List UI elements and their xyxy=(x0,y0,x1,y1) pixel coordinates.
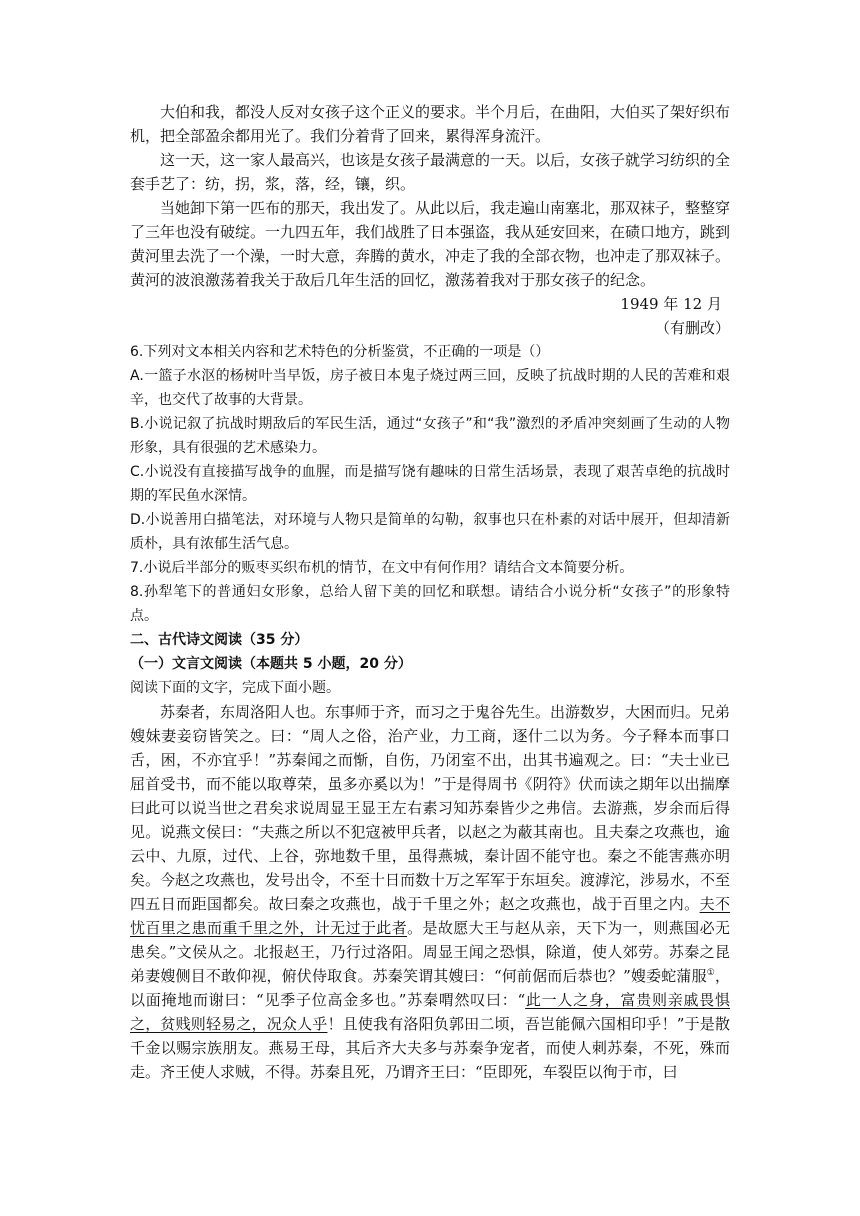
question-6: 6.下列对文本相关内容和艺术特色的分析鉴赏，不正确的一项是（） xyxy=(130,344,550,360)
story-date: 1949 年 12 月 xyxy=(620,295,722,313)
classical-passage xyxy=(130,700,730,1084)
question-6-option-c: C.小说没有直接描写战争的血腥，而是描写饶有趣味的日常生活场景，表现了艰苦卓绝的抗战时期的军民鱼水深情。 xyxy=(130,464,730,504)
story-paragraph-3: 当她卸下第一匹布的那天，我出发了。从此以后，我走遍山南塞北，那双袜子，整整穿了三年也没有破绽。一九四五年，我们战胜了日本强盗，我从延安回来，在碛口地方，跳到黄河里去洗了一个澡，一时大意，奔腾的黄水，冲走了我的全部衣物，也冲走了那双袜子。黄河的波浪激荡着我关于敌后几年生活的回忆，激荡着我对于那女孩子的纪念。 xyxy=(130,199,731,289)
section-2-title: 二、古代诗文阅读（35 分） xyxy=(130,632,309,648)
passage-part-4: ！且使我有洛阳负郭田二顷，吾岂能佩六国相印乎！”于是散千金以赐宗族朋友。燕易王母，其后齐大夫多与苏秦争宠者，而使人刺苏秦，不死，殊而走。齐王使人求贼，不得。苏秦且死，乃谓齐王曰：“臣即死，车裂臣以徇于市，曰 xyxy=(130,1015,730,1081)
question-6-option-b: B.小说记叙了抗战时期敌后的军民生活，通过“女孩子”和“我”激烈的矛盾冲突刻画了生动的人物形象，具有很强的艺术感染力。 xyxy=(130,416,730,456)
document-page xyxy=(130,100,730,1084)
underlined-sentence-1: 夫不忧百里之患而重千里之外，计无过于此者 xyxy=(130,895,730,937)
underlined-sentence-2: 此一人之身，富贵则亲戚畏惧之，贫贱则轻易之，况众人乎 xyxy=(130,991,730,1033)
story-note: （有删改） xyxy=(654,319,730,337)
question-6-option-a: A.一篮子水沤的杨树叶当早饭，房子被日本鬼子烧过两三回，反映了抗战时期的人民的苦难和艰辛，也交代了故事的大背景。 xyxy=(130,368,730,408)
section-2-subtitle: （一）文言文阅读（本题共 5 小题，20 分） xyxy=(130,656,412,672)
story-paragraph-2: 这一天，这一家人最高兴，也该是女孩子最满意的一天。以后，女孩子就学习纺织的全套手艺了：纺，拐，浆，落，经，镶，织。 xyxy=(130,151,731,193)
footnote-marker: ① xyxy=(706,968,715,978)
passage-part-1: 苏秦者，东周洛阳人也。东事师于齐，而习之于鬼谷先生。出游数岁，大困而归。兄弟嫂妹妻妾窃皆笑之。曰：“周人之俗，治产业，力工商，逐什二以为务。今子释本而事口舌，困，不亦宜乎！”苏秦闻之而惭，自伤，乃闭室不出，出其书遍观之。曰：“夫士业已屈首受书，而不能以取尊荣，虽多亦奚以为！”于是得周书《阴符》伏而读之期年以出揣摩曰此可以说当世之君矣求说周显王显王左右素习知苏秦皆少之弗信。去游燕，岁余而后得见。说燕文侯曰：“夫燕之所以不犯寇被甲兵者，以赵之为蔽其南也。且夫秦之攻燕也，逾云中、九原，过代、上谷，弥地数千里，虽得燕城，秦计固不能守也。秦之不能害燕亦明矣。今赵之攻燕也，发号出令，不至十日而数十万之军军于东垣矣。渡滹沱，涉易水，不至四五日而距国都矣。故曰秦之攻燕也，战于千里之外；赵之攻燕也，战于百里之内。 xyxy=(130,703,731,913)
question-7: 7.小说后半部分的贩枣买织布机的情节，在文中有何作用？请结合文本简要分析。 xyxy=(130,560,634,576)
question-8: 8.孙犁笔下的普通妇女形象，总给人留下美的回忆和联想。请结合小说分析“女孩子”的形象特点。 xyxy=(130,584,730,624)
story-paragraph-1: 大伯和我，都没人反对女孩子这个正义的要求。半个月后，在曲阳，大伯买了架好织布机，把全部盈余都用光了。我们分着背了回来，累得浑身流汗。 xyxy=(130,103,731,145)
passage-part-2: 。是故愿大王与赵从亲，天下为一，则燕国必无患矣。”文侯从之。北报赵王，乃行过洛阳。周显王闻之恐惧，除道，使人郊劳。苏秦之昆弟妻嫂侧目不敢仰视，俯伏侍取食。苏秦笑谓其嫂曰：“何前倨而后恭也？”嫂委蛇蒲服 xyxy=(130,919,730,985)
section-2-instructions: 阅读下面的文字，完成下面小题。 xyxy=(130,680,340,696)
question-6-option-d: D.小说善用白描笔法，对环境与人物只是简单的勾勒，叙事也只在朴素的对话中展开，但却清新质朴，具有浓郁生活气息。 xyxy=(130,512,730,552)
passage-part-3: ，以面掩地而谢曰：“见季子位高金多也。”苏秦喟然叹曰：“ xyxy=(130,967,730,1009)
